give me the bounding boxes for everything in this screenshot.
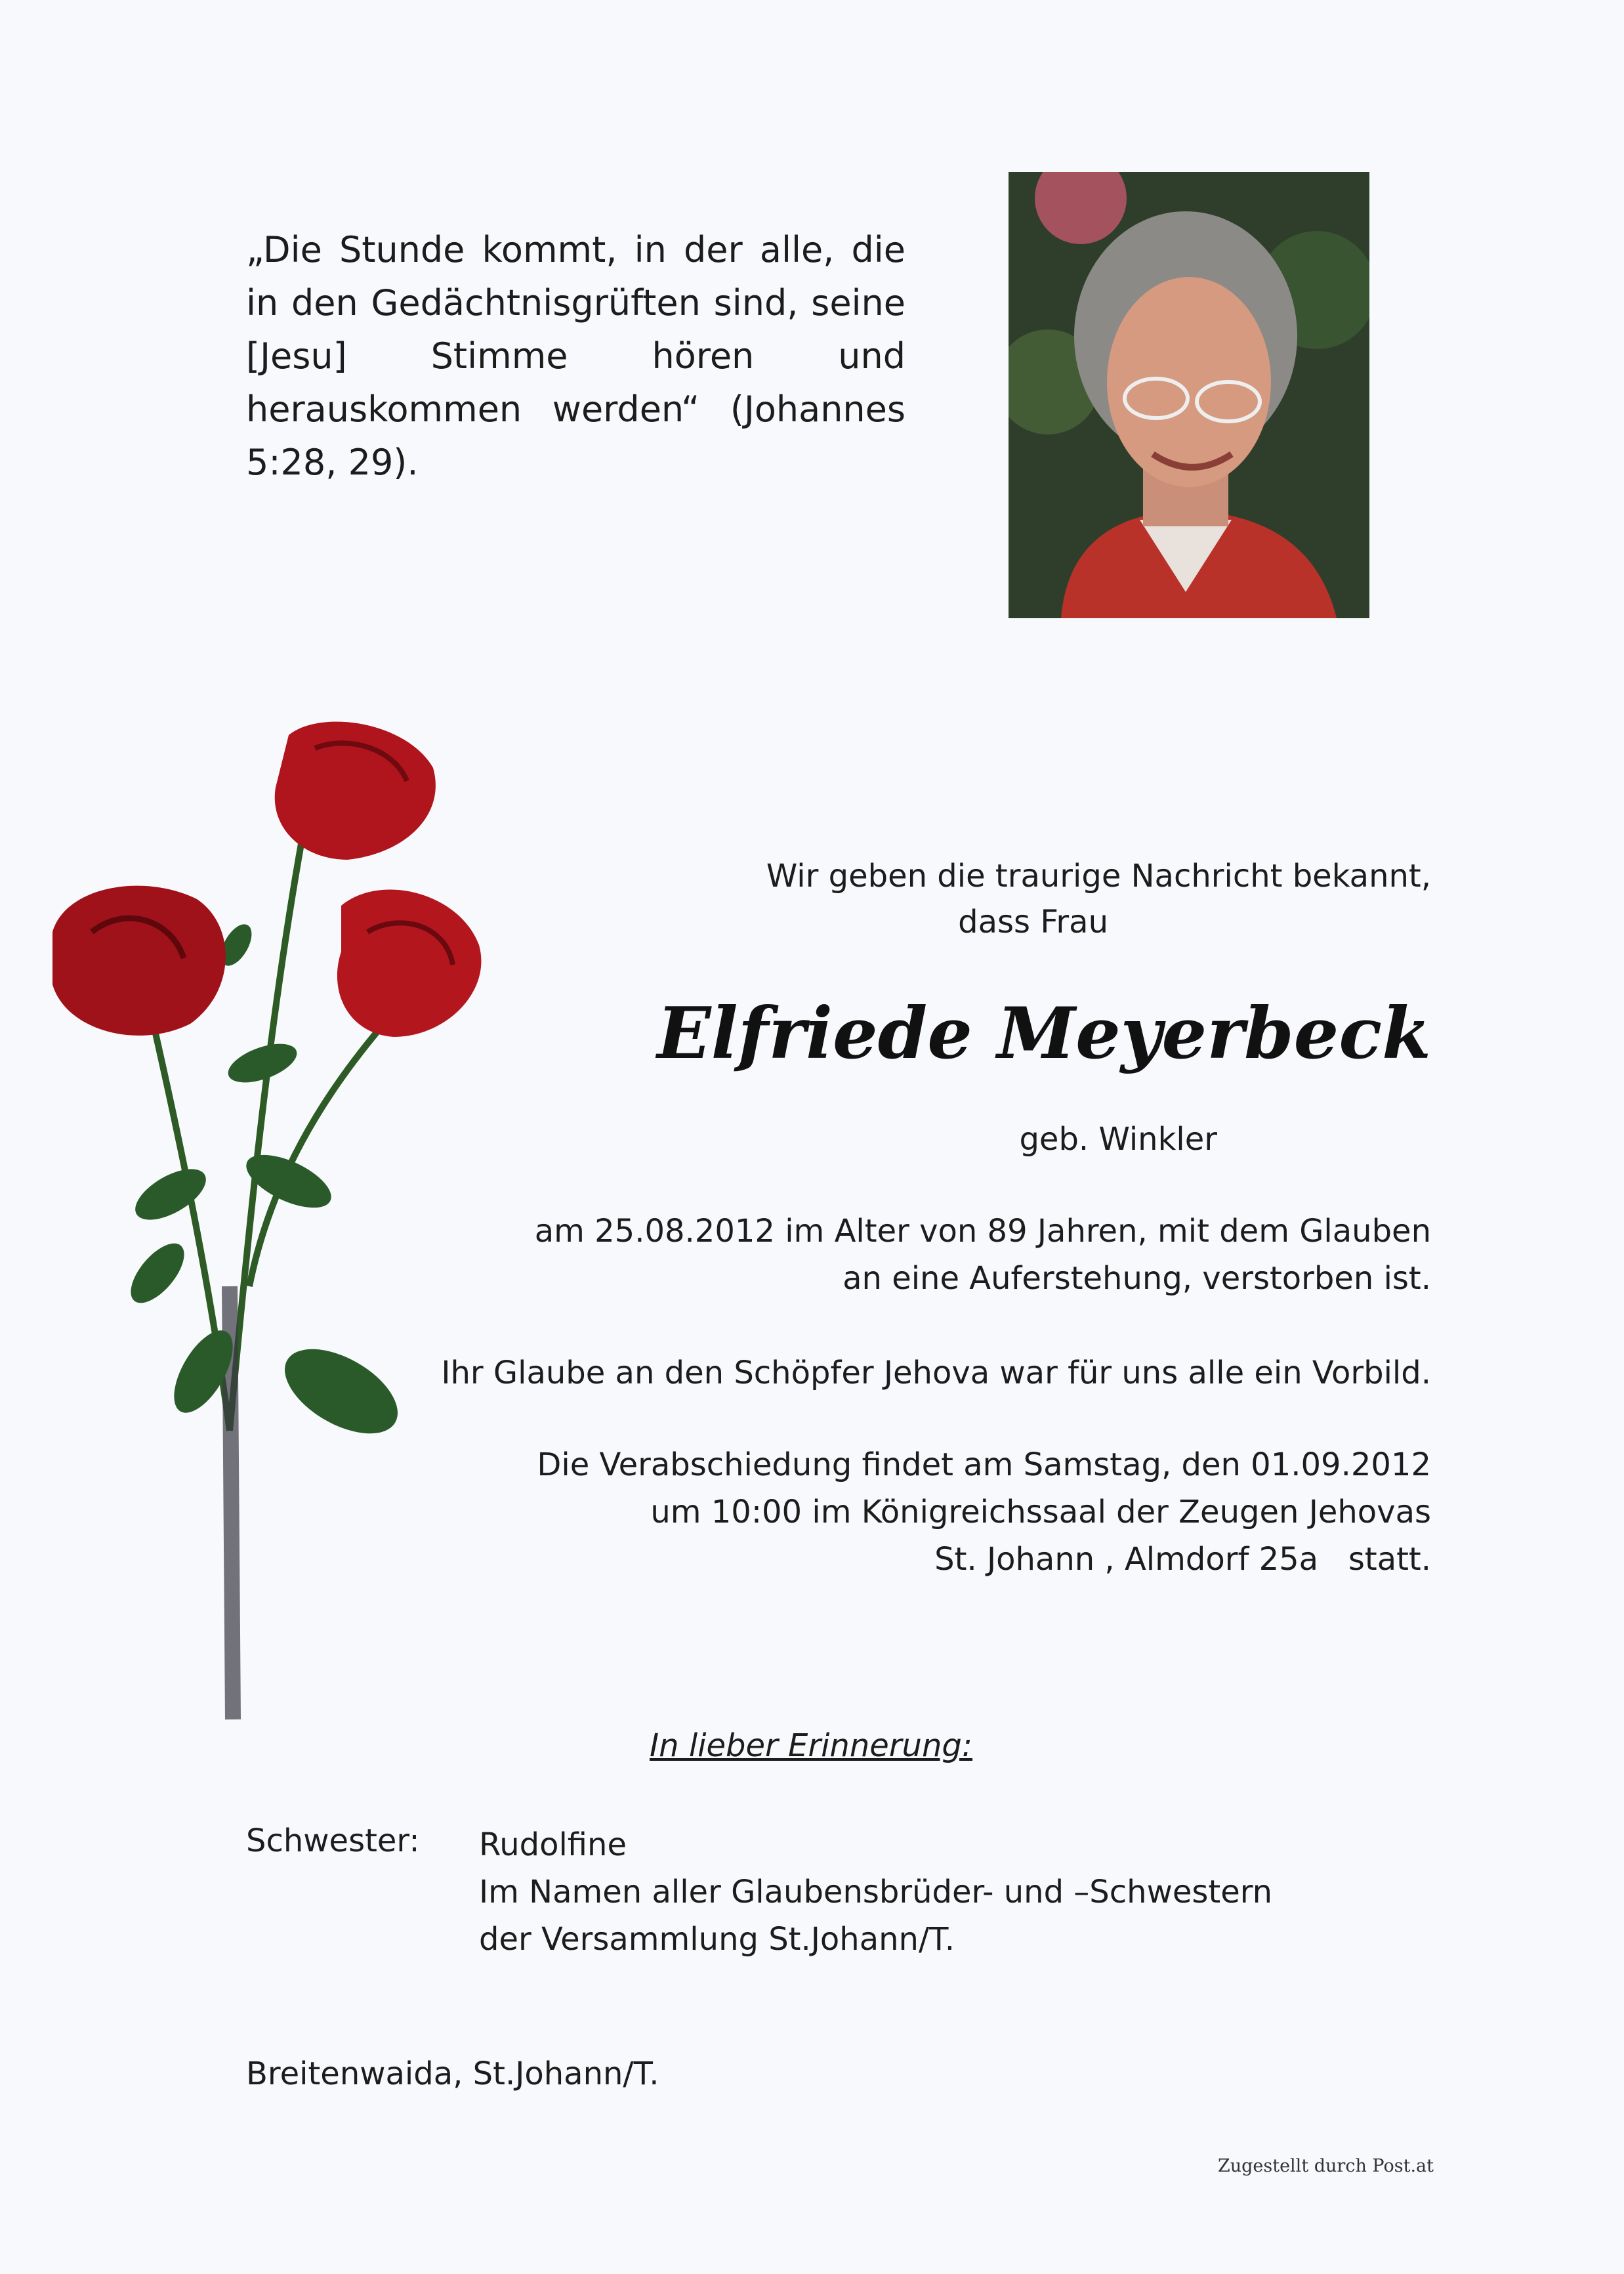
announcement-line-2: dass Frau — [958, 904, 1108, 940]
ceremony-details — [447, 1441, 1431, 1583]
place-line: Breitenwaida, St.Johann/T. — [246, 2055, 659, 2092]
deceased-name: Elfriede Meyerbeck — [657, 992, 1431, 1075]
roses-illustration — [39, 696, 512, 1746]
ceremony-line-3: St. Johann , Almdorf 25a statt. — [934, 1541, 1431, 1578]
mourners-list — [479, 1821, 1272, 1963]
death-notice — [447, 1208, 1431, 1302]
mourner-line: der Versammlung St.Johann/T. — [479, 1921, 955, 1958]
postal-note: Zugestellt durch Post.at — [1217, 2156, 1434, 2176]
birth-name: geb. Winkler — [1019, 1121, 1217, 1158]
announcement-line-1: Wir geben die traurige Nachricht bekannt, — [766, 858, 1431, 895]
mourner-line: Im Namen aller Glaubensbrüder- und –Schwestern — [479, 1874, 1273, 1910]
faith-statement: Ihr Glaube an den Schöpfer Jehova war für uns alle ein Vorbild. — [441, 1355, 1431, 1391]
ceremony-line-1: Die Verabschiedung findet am Samstag, den 01.09.2012 — [537, 1446, 1431, 1483]
ceremony-line-2: um 10:00 im Königreichssaal der Zeugen Jehovas — [650, 1494, 1431, 1530]
bible-verse: „Die Stunde kommt, in der alle, die in den Gedächtnisgrüften sind, seine [Jesu] Stimme hören und herauskommen werden“ (Johannes 5:28, 29). — [246, 229, 906, 483]
mourner-line: Rudolfine — [479, 1826, 627, 1863]
remembrance-heading: In lieber Erinnerung: — [650, 1727, 973, 1764]
death-notice-line-2: an eine Auferstehung, verstorben ist. — [843, 1260, 1431, 1297]
death-notice-line-1: am 25.08.2012 im Alter von 89 Jahren, mit dem Glauben — [534, 1213, 1431, 1250]
portrait-photo — [1009, 172, 1369, 618]
announcement — [447, 853, 1431, 945]
relation-label: Schwester: — [246, 1822, 420, 1859]
rose-blooms — [52, 722, 481, 1037]
